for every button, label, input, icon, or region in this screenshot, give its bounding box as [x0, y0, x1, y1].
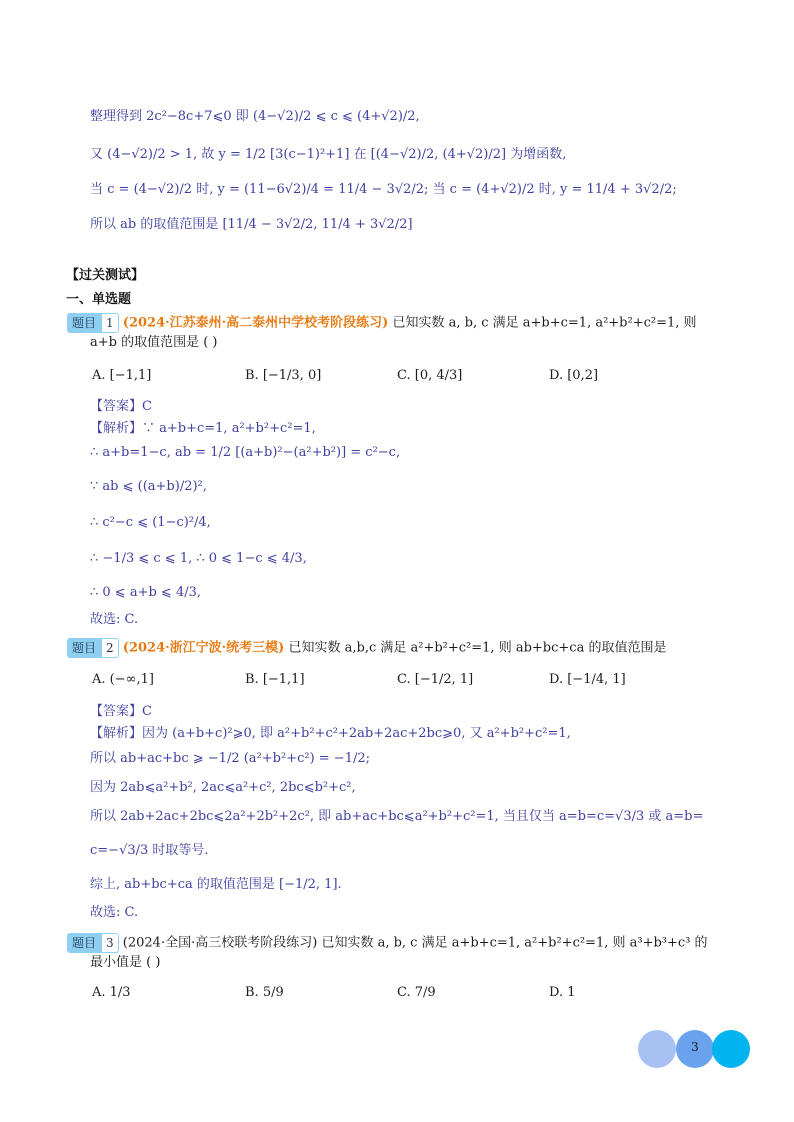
question-1-solution-2: ∴ a+b=1−c, ab = 1/2 [(a+b)²−(a²+b²)] = c²−c,	[90, 445, 401, 460]
question-2-solution-7: 故选: C.	[90, 905, 139, 920]
question-1-solution-1: 【解析】∵ a+b+c=1, a²+b²+c²=1,	[90, 421, 316, 436]
question-1-option-c: C. [0, 4/3]	[397, 368, 463, 383]
question-1-option-a: A. [−1,1]	[92, 368, 152, 383]
question-tag	[67, 638, 119, 658]
page-badge-left-circle	[638, 1030, 676, 1068]
question-2-answer: 【答案】C	[90, 704, 152, 719]
page-number: 3	[691, 1040, 699, 1054]
question-1-option-b: B. [−1/3, 0]	[245, 368, 322, 383]
question-3-header	[67, 933, 708, 953]
question-2-option-a: A. (−∞,1]	[92, 672, 154, 687]
question-2-option-b: B. [−1,1]	[245, 672, 305, 687]
question-tag	[67, 313, 119, 333]
question-2-solution-4: 所以 2ab+2ac+2bc⩽2a²+2b²+2c², 即 ab+ac+bc⩽a²+b²+c²=1, 当且仅当 a=b=c=√3/3 或 a=b=	[90, 809, 704, 824]
question-1-option-d: D. [0,2]	[549, 368, 599, 383]
question-tag-label: 题目	[67, 313, 101, 333]
question-3-option-d: D. 1	[549, 985, 576, 1000]
question-1-stem-1: 已知实数 a, b, c 满足 a+b+c=1, a²+b²+c²=1, 则	[392, 315, 697, 331]
question-tag-label: 题目	[67, 933, 101, 953]
question-1-solution-5: ∴ −1/3 ⩽ c ⩽ 1, ∴ 0 ⩽ 1−c ⩽ 4/3,	[90, 551, 307, 566]
question-tag	[67, 933, 119, 953]
question-number: 3	[101, 933, 119, 953]
question-1-stem-2: a+b 的取值范围是 ( )	[90, 335, 218, 350]
page-badge-right-circle	[712, 1030, 750, 1068]
question-2-option-d: D. [−1/4, 1]	[549, 672, 626, 687]
question-number: 2	[101, 638, 119, 658]
question-2-solution-5: c=−√3/3 时取等号.	[90, 843, 209, 858]
question-2-source: (2024·浙江宁波·统考三模)	[122, 640, 285, 656]
question-number: 1	[101, 313, 119, 333]
question-3-option-c: C. 7/9	[397, 985, 436, 1000]
question-1-source: (2024·江苏泰州·高二泰州中学校考阶段练习)	[122, 315, 389, 331]
question-1-header	[67, 313, 697, 333]
question-1-solution-4: ∴ c²−c ⩽ (1−c)²/4,	[90, 515, 211, 530]
question-tag-label: 题目	[67, 638, 101, 658]
top-solution-line-1: 整理得到 2c²−8c+7⩽0 即 (4−√2)/2 ⩽ c ⩽ (4+√2)/2,	[90, 109, 420, 124]
question-1-solution-3: ∵ ab ⩽ ((a+b)/2)²,	[90, 479, 207, 494]
question-2-stem-1: 已知实数 a,b,c 满足 a²+b²+c²=1, 则 ab+bc+ca 的取值范围是	[288, 640, 667, 656]
question-3-option-a: A. 1/3	[92, 985, 131, 1000]
question-3-stem-1: 已知实数 a, b, c 满足 a+b+c=1, a²+b²+c²=1, 则 a³+b³+c³ 的	[321, 935, 708, 951]
question-2-solution-2: 所以 ab+ac+bc ⩾ −1/2 (a²+b²+c²) = −1/2;	[90, 751, 370, 766]
question-3-stem-2: 最小值是 ( )	[90, 955, 161, 970]
question-2-option-c: C. [−1/2, 1]	[397, 672, 474, 687]
question-3-option-b: B. 5/9	[245, 985, 284, 1000]
question-1-solution-7: 故选: C.	[90, 612, 139, 627]
question-2-solution-3: 因为 2ab⩽a²+b², 2ac⩽a²+c², 2bc⩽b²+c²,	[90, 780, 356, 795]
question-1-answer: 【答案】C	[90, 399, 152, 414]
top-solution-line-2: 又 (4−√2)/2 > 1, 故 y = 1/2 [3(c−1)²+1] 在 [(4−√2)/2, (4+√2)/2] 为增函数,	[90, 147, 567, 162]
section-title: 【过关测试】	[66, 267, 145, 282]
top-solution-line-3: 当 c = (4−√2)/2 时, y = (11−6√2)/4 = 11/4 − 3√2/2; 当 c = (4+√2)/2 时, y = 11/4 + 3√2/2;	[90, 182, 677, 197]
question-1-solution-6: ∴ 0 ⩽ a+b ⩽ 4/3,	[90, 585, 202, 600]
question-2-solution-1: 【解析】因为 (a+b+c)²⩾0, 即 a²+b²+c²+2ab+2ac+2bc⩾0, 又 a²+b²+c²=1,	[90, 726, 571, 741]
question-2-solution-6: 综上, ab+bc+ca 的取值范围是 [−1/2, 1].	[90, 877, 342, 892]
question-2-header	[67, 638, 666, 658]
question-3-source: (2024·全国·高三校联考阶段练习)	[122, 935, 318, 951]
subsection-title: 一、单选题	[66, 291, 132, 306]
top-solution-line-4: 所以 ab 的取值范围是 [11/4 − 3√2/2, 11/4 + 3√2/2]	[90, 217, 413, 232]
